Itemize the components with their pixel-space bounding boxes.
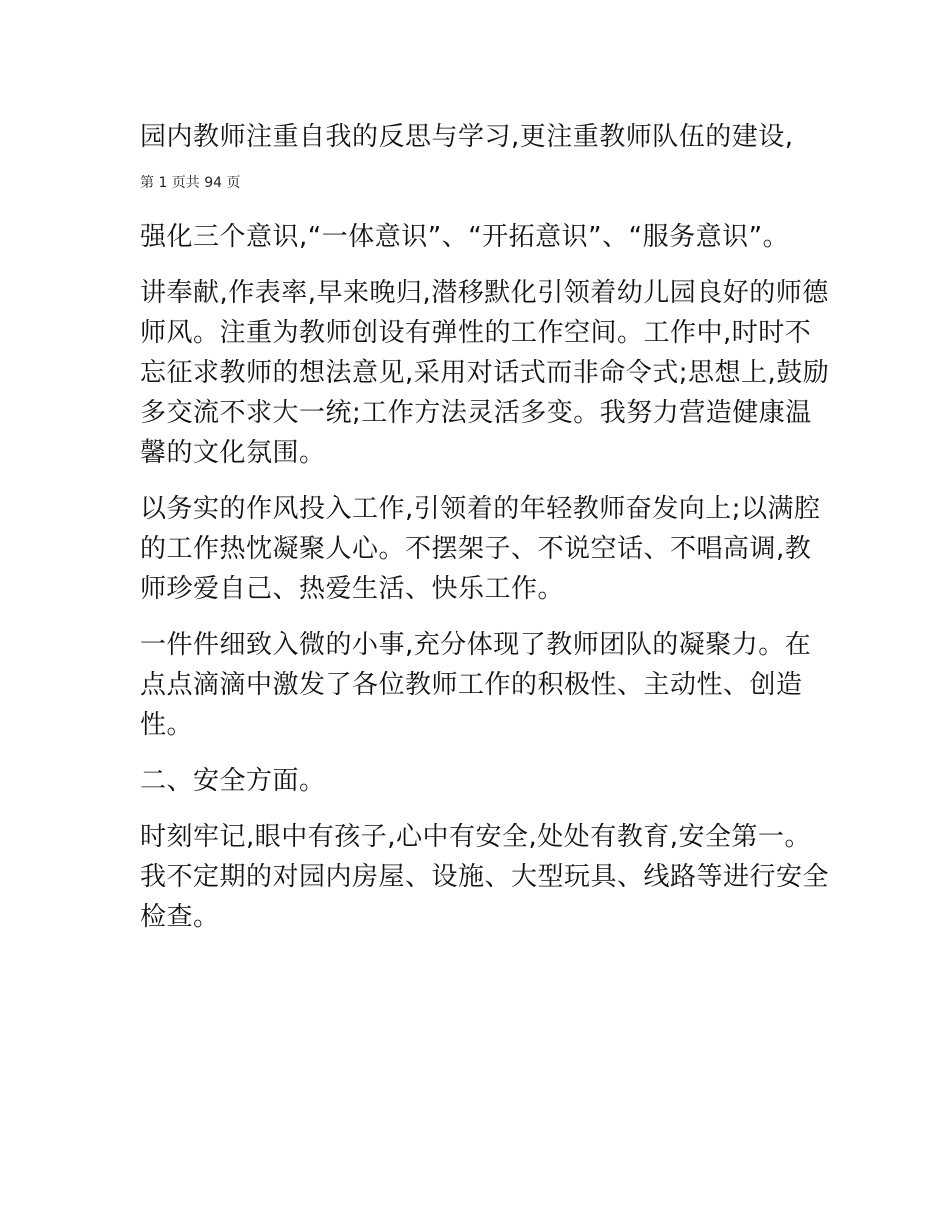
section-heading-safety: 二、安全方面。 [140,766,326,796]
paragraph-2: 讲奉献,作表率,早来晚归,潜移默化引领着幼儿园良好的师德师风。注重为教师创设有弹性的工作空间。工作中,时时不忘征求教师的想法意见,采用对话式而非命令式;思想上,鼓励多交流不求大一统;工作方法灵活多变。我努力营造健康温馨的文化氛围。 [140,278,830,468]
paragraph-1: 强化三个意识,“一体意识”、“开拓意识”、“服务意识”。 [140,222,790,252]
paragraph-3: 以务实的作风投入工作,引领着的年轻教师奋发向上;以满腔的工作热忱凝聚人心。不摆架子、不说空话、不唱高调,教师珍爱自己、热爱生活、快乐工作。 [140,494,821,604]
page-footer: 第 1 页共 94 页 [140,175,241,191]
paragraph-5: 时刻牢记,眼中有孩子,心中有安全,处处有教育,安全第一。我不定期的对园内房屋、设施、大型玩具、线路等进行安全检查。 [140,822,830,932]
document-content [140,117,830,953]
paragraph-intro: 园内教师注重自我的反思与学习,更注重教师队伍的建设, [140,122,794,152]
paragraph-4: 一件件细致入微的小事,充分体现了教师团队的凝聚力。在点点滴滴中激发了各位教师工作的积极性、主动性、创造性。 [140,630,812,740]
